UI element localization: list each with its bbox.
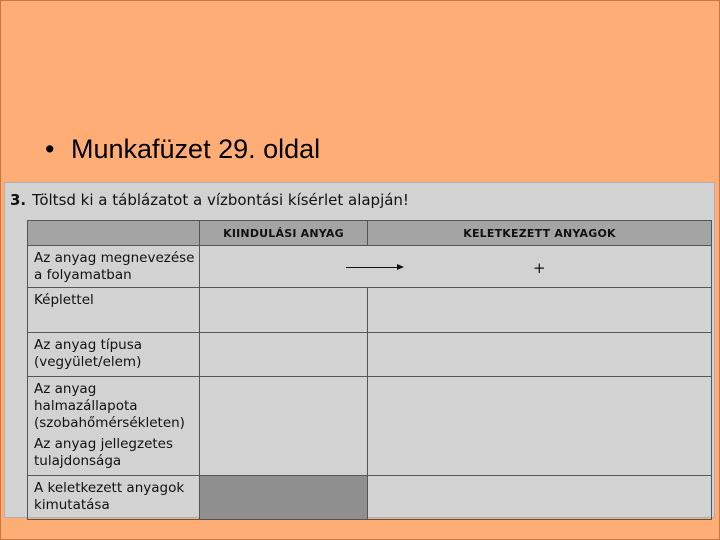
header-start-material: KIINDULÁSI ANYAG <box>200 221 368 246</box>
table-row <box>28 333 712 377</box>
row-label-name: Az anyag megnevezése a folyamatban <box>28 246 200 288</box>
cell-result-property[interactable] <box>368 432 712 475</box>
cell-result-formula[interactable] <box>368 288 712 333</box>
cell-result-name[interactable] <box>368 246 712 288</box>
cell-start-type[interactable] <box>200 333 368 377</box>
table-row <box>28 432 712 475</box>
worksheet-table <box>27 220 712 520</box>
row-label-state: Az anyag halmazállapota (szobahőmérsékleten) <box>28 377 200 433</box>
cell-result-show[interactable] <box>368 475 712 519</box>
bullet-dot-icon: • <box>45 134 55 164</box>
row-label-type: Az anyag típusa (vegyület/elem) <box>28 333 200 377</box>
header-blank-cell <box>28 221 200 246</box>
row-label-formula: Képlettel <box>28 288 200 333</box>
table-row <box>28 288 712 333</box>
bullet-text: Munkafüzet 29. oldal <box>71 134 321 164</box>
cell-start-name[interactable] <box>200 246 368 288</box>
task-text: Töltsd ki a táblázatot a vízbontási kísérlet alapján! <box>32 191 409 209</box>
task-number: 3. <box>10 191 27 209</box>
row-label-property: Az anyag jellegzetes tulajdonsága <box>28 432 200 475</box>
table-row <box>28 246 712 288</box>
header-result-materials: KELETKEZETT ANYAGOK <box>368 221 712 246</box>
cell-result-state[interactable] <box>368 377 712 433</box>
table-row <box>28 475 712 519</box>
table-row <box>28 377 712 433</box>
cell-start-formula[interactable] <box>200 288 368 333</box>
table-header-row <box>28 221 712 246</box>
row-label-show: A keletkezett anyagok kimutatása <box>28 475 200 519</box>
task-heading <box>10 191 409 209</box>
cell-result-type[interactable] <box>368 333 712 377</box>
cell-start-show-disabled <box>200 475 368 519</box>
cell-start-state[interactable] <box>200 377 368 433</box>
plus-sign: + <box>532 259 546 277</box>
cell-start-property[interactable] <box>200 432 368 475</box>
worksheet-scan <box>4 182 715 518</box>
bullet-item <box>45 134 320 165</box>
